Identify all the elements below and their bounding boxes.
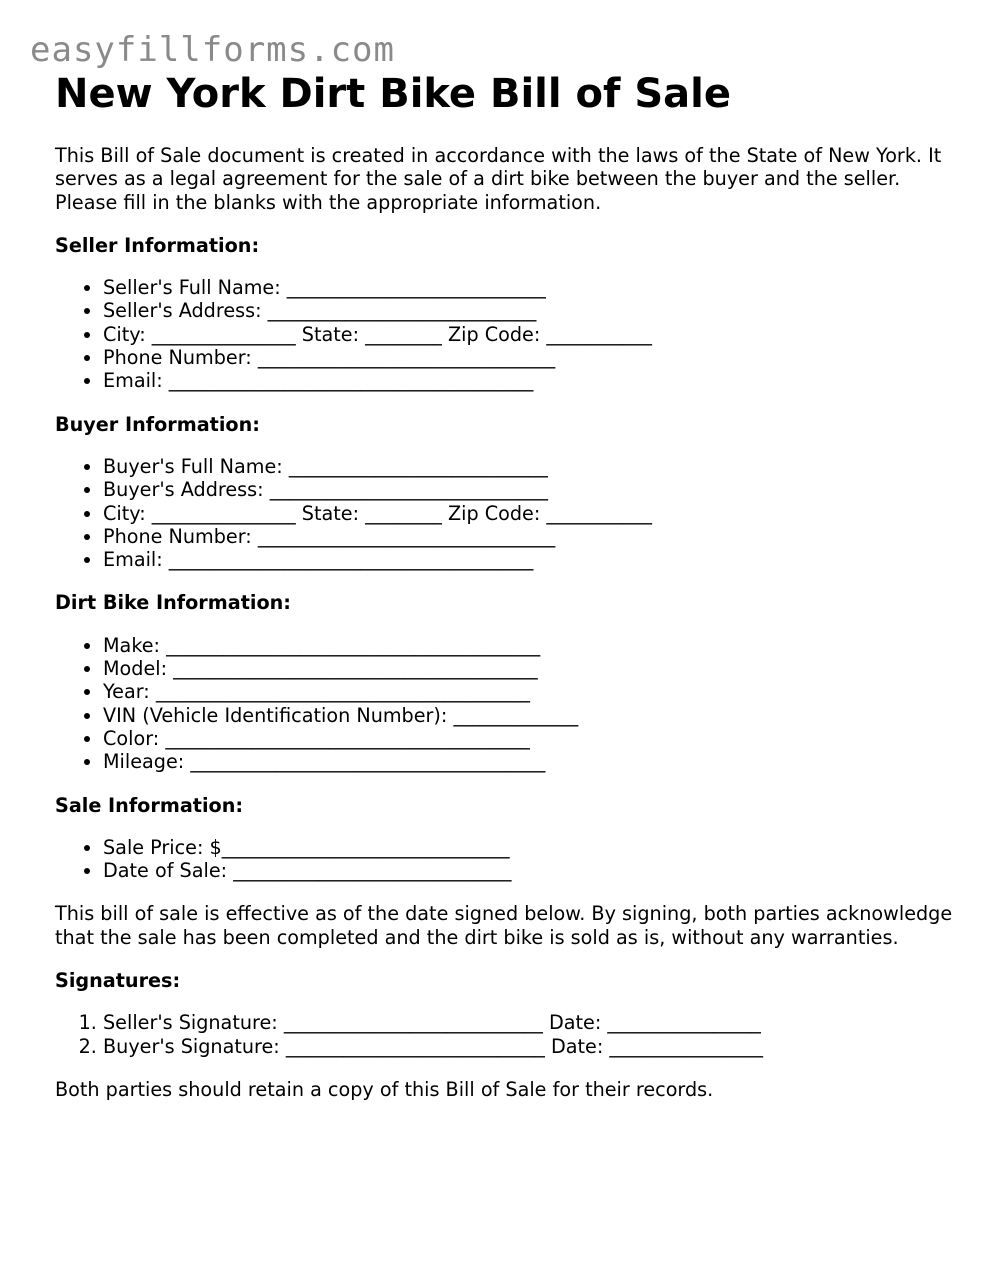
intro-paragraph: This Bill of Sale document is created in accordance with the laws of the State of New York. It serves as a legal agreement for the sale of a dirt bike between the buyer and the seller. Please fill in the blanks with the appropriate information. — [55, 144, 942, 214]
bike-mileage-field[interactable]: • Mileage: _____________________________________ — [103, 750, 955, 773]
buyer-city-state-zip-field[interactable]: • City: _______________ State: ________ Zip Code: ___________ — [103, 502, 955, 525]
seller-full-name-field[interactable]: • Seller's Full Name: ___________________________ — [103, 276, 955, 299]
seller-signature-field[interactable]: 1. Seller's Signature: ___________________________ Date: ________________ — [103, 1011, 955, 1034]
sale-price-field[interactable]: • Sale Price: $______________________________ — [103, 836, 955, 859]
seller-section-heading: Seller Information: — [55, 233, 260, 257]
buyer-full-name-field[interactable]: • Buyer's Full Name: ___________________________ — [103, 455, 955, 478]
buyer-address-field[interactable]: • Buyer's Address: _____________________________ — [103, 478, 955, 501]
sale-date-field[interactable]: • Date of Sale: _____________________________ — [103, 859, 955, 882]
document-body — [55, 70, 955, 1101]
sale-section-heading: Sale Information: — [55, 793, 244, 817]
seller-phone-field[interactable]: • Phone Number: _______________________________ — [103, 346, 955, 369]
signatures-section-heading: Signatures: — [55, 969, 181, 993]
buyer-email-field[interactable]: • Email: ______________________________________ — [103, 548, 955, 571]
bike-color-field[interactable]: • Color: ______________________________________ — [103, 727, 955, 750]
buyer-section-heading: Buyer Information: — [55, 412, 260, 436]
bike-make-field[interactable]: • Make: _______________________________________ — [103, 634, 955, 657]
watermark: easyfillforms.com — [30, 30, 395, 70]
signatures-list — [55, 1011, 955, 1058]
buyer-info-list — [55, 455, 955, 571]
seller-info-list — [55, 276, 955, 392]
bike-info-list — [55, 634, 955, 774]
bike-year-field[interactable]: • Year: _______________________________________ — [103, 680, 955, 703]
page-title: New York Dirt Bike Bill of Sale — [55, 71, 731, 117]
seller-email-field[interactable]: • Email: ______________________________________ — [103, 369, 955, 392]
bike-vin-field[interactable]: • VIN (Vehicle Identification Number): _____________ — [103, 704, 955, 727]
bike-section-heading: Dirt Bike Information: — [55, 591, 291, 615]
buyer-phone-field[interactable]: • Phone Number: _______________________________ — [103, 525, 955, 548]
buyer-signature-field[interactable]: 2. Buyer's Signature: ___________________________ Date: ________________ — [103, 1035, 955, 1058]
seller-address-field[interactable]: • Seller's Address: ____________________________ — [103, 299, 955, 322]
sale-info-list — [55, 836, 955, 883]
bike-model-field[interactable]: • Model: ______________________________________ — [103, 657, 955, 680]
seller-city-state-zip-field[interactable]: • City: _______________ State: ________ Zip Code: ___________ — [103, 323, 955, 346]
effective-paragraph: This bill of sale is effective as of the date signed below. By signing, both parties acknowledge that the sale has been completed and the dirt bike is sold as is, without any warranties. — [55, 902, 953, 949]
closing-paragraph: Both parties should retain a copy of this Bill of Sale for their records. — [55, 1077, 714, 1101]
